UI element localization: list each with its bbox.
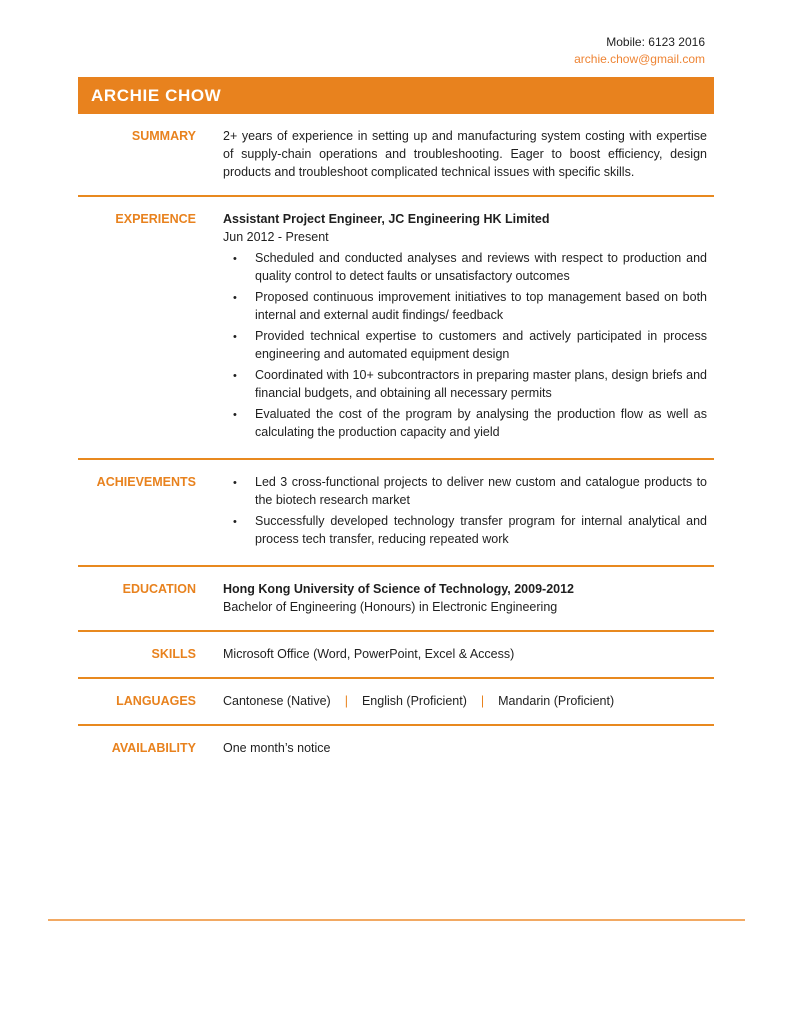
education-label: EDUCATION	[122, 582, 196, 596]
resume-sections	[78, 114, 714, 771]
education-school: Hong Kong University of Science of Technology, 2009-2012	[223, 582, 575, 596]
experience-bullet: • Coordinated with 10+ subcontractors in preparing master plans, design briefs and financial budgets, and obtaining all necessary permits	[223, 366, 707, 402]
experience-bullet: • Evaluated the cost of the program by analysing the production flow as well as calculating the production capacity and yield	[223, 405, 707, 441]
section-skills	[78, 630, 714, 677]
availability-label: AVAILABILITY	[111, 741, 196, 755]
language-item: Cantonese (Native)	[223, 694, 331, 708]
candidate-name: ARCHIE CHOW	[91, 85, 222, 105]
section-achievements	[78, 458, 714, 565]
achievement-bullet: • Led 3 cross-functional projects to deliver new custom and catalogue products to the biotech research market	[223, 473, 707, 509]
email-link[interactable]: archie.chow@gmail.com	[574, 52, 705, 66]
contact-block	[0, 0, 795, 68]
experience-bullet: • Provided technical expertise to customers and actively participated in process engineering and automated equipment design	[223, 327, 707, 363]
language-separator: |	[344, 694, 348, 708]
experience-label: EXPERIENCE	[115, 212, 196, 226]
section-languages	[78, 677, 714, 724]
languages-label: LANGUAGES	[116, 694, 196, 708]
section-education	[78, 565, 714, 630]
skills-text: Microsoft Office (Word, PowerPoint, Excel & Access)	[223, 647, 515, 661]
name-header-bar	[78, 77, 714, 114]
section-availability	[78, 724, 714, 771]
mobile-number: Mobile: 6123 2016	[606, 35, 705, 49]
experience-bullet: • Proposed continuous improvement initiatives to top management based on both internal and external audit findings/ feedback	[223, 288, 707, 324]
language-item: English (Proficient)	[361, 694, 467, 708]
job-period: Jun 2012 - Present	[223, 230, 329, 244]
section-experience	[78, 195, 714, 458]
section-summary	[78, 114, 714, 195]
footer-divider	[48, 919, 745, 921]
language-item: Mandarin (Proficient)	[498, 694, 615, 708]
achievement-bullet: • Successfully developed technology transfer program for internal analytical and process tech transfer, reducing repeated work	[223, 512, 707, 548]
availability-text: One month’s notice	[223, 741, 331, 755]
achievements-label: ACHIEVEMENTS	[96, 475, 196, 489]
experience-bullet: • Scheduled and conducted analyses and reviews with respect to production and quality control to detect faults or unsatisfactory outcomes	[223, 249, 707, 285]
education-degree: Bachelor of Engineering (Honours) in Electronic Engineering	[223, 600, 558, 614]
achievements-bullet-list	[223, 473, 707, 548]
language-separator: |	[480, 694, 485, 708]
summary-label: SUMMARY	[131, 129, 196, 143]
summary-text: 2+ years of experience in setting up and manufacturing system costing with expertise of supply-chain operations and troubleshooting. Eager to boost efficiency, design products and troubleshoot complicated technical issues with specific skills.	[223, 129, 707, 179]
skills-label: SKILLS	[151, 647, 196, 661]
job-title: Assistant Project Engineer, JC Engineering HK Limited	[223, 212, 550, 226]
experience-bullet-list	[223, 249, 707, 441]
